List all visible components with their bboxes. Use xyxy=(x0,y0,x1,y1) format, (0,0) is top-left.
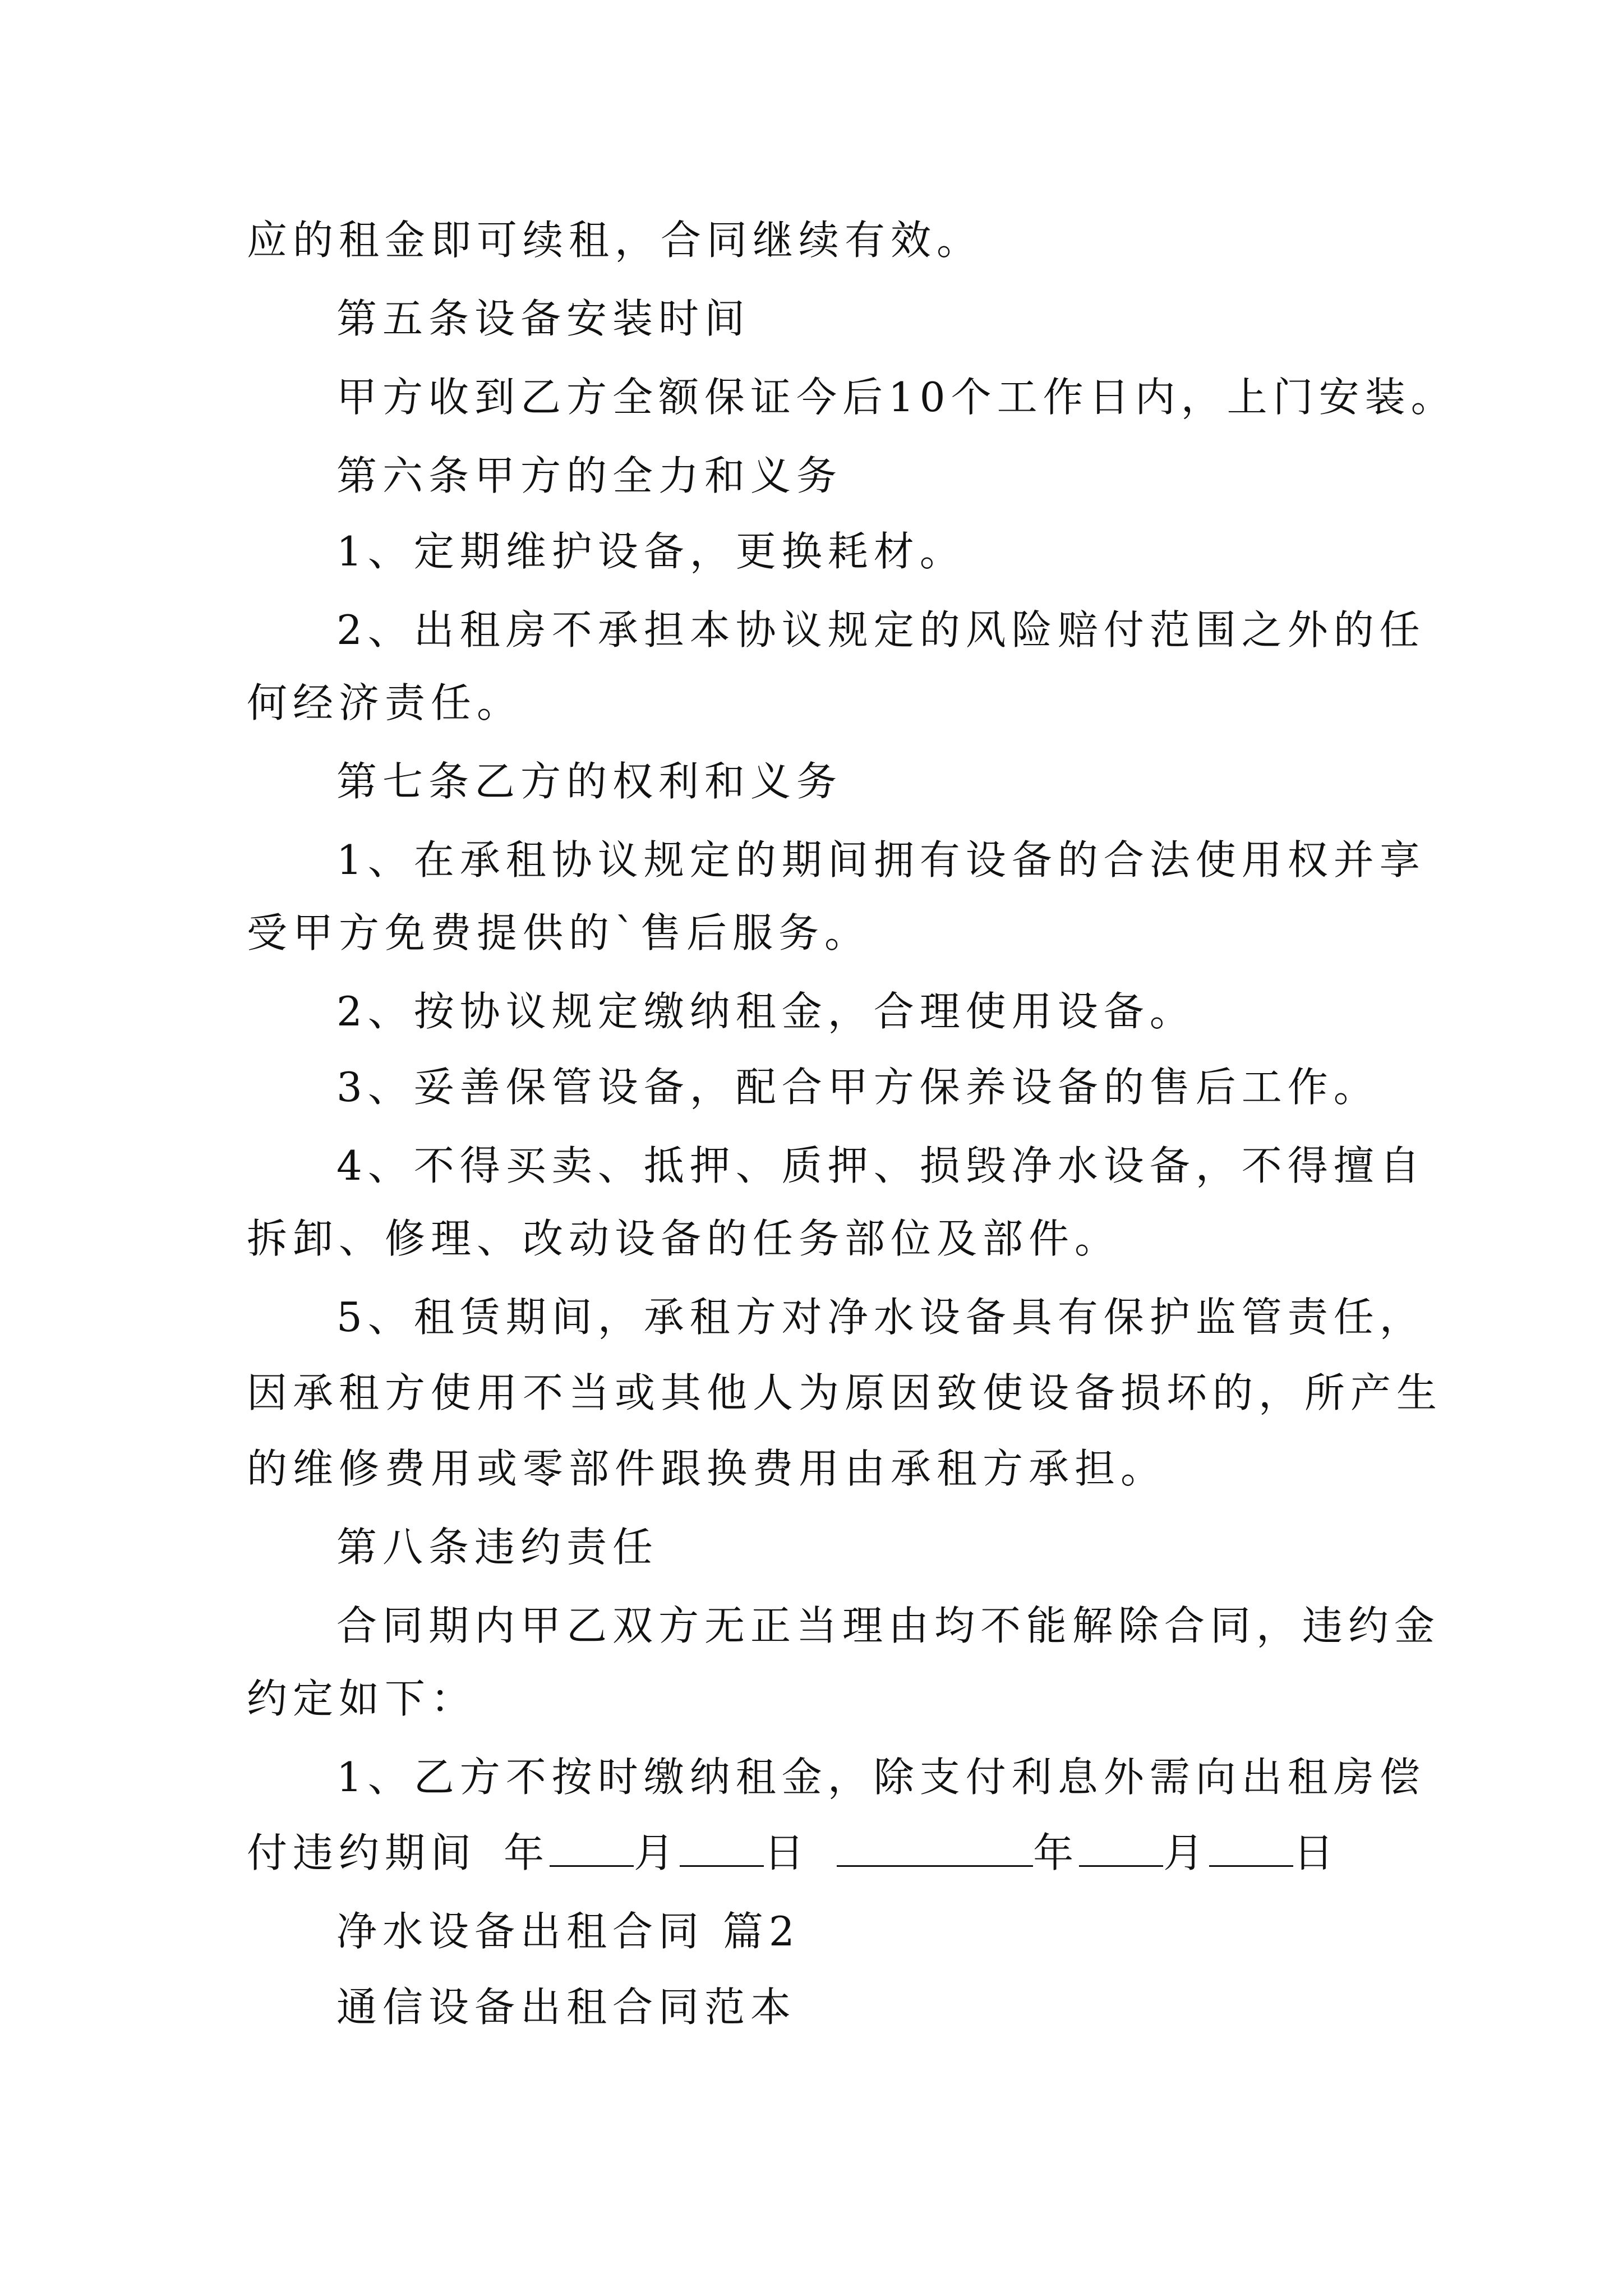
text-line: 何经济责任。 xyxy=(247,679,523,726)
article-heading: 第七条乙方的权利和义务 xyxy=(336,758,843,805)
end-day-label: 日 xyxy=(1293,1829,1340,1876)
text-line: 约定如下： xyxy=(247,1675,477,1722)
month-label: 月 xyxy=(634,1829,680,1876)
list-item: 1、定期维护设备，更换耗材。 xyxy=(336,528,966,575)
end-year-label: 年 xyxy=(1033,1829,1080,1876)
day-blank xyxy=(680,1832,764,1867)
year-label: 年 xyxy=(504,1829,550,1876)
end-month-label: 月 xyxy=(1163,1829,1210,1876)
list-item: 2、按协议规定缴纳租金，合理使用设备。 xyxy=(336,988,1196,1035)
list-item: 5、租赁期间，承租方对净水设备具有保护监管责任， xyxy=(336,1294,1426,1341)
list-item: 3、妥善保管设备，配合甲方保养设备的售后工作。 xyxy=(336,1064,1380,1111)
list-item: 4、不得买卖、抵押、质押、损毁净水设备，不得擅自 xyxy=(336,1142,1426,1189)
section-title: 净水设备出租合同 篇2 xyxy=(336,1908,800,1955)
article-heading: 第六条甲方的全力和义务 xyxy=(336,452,843,499)
article-heading: 第八条违约责任 xyxy=(336,1524,659,1571)
period-prefix: 付违约期间 xyxy=(247,1829,477,1876)
month-blank xyxy=(550,1832,634,1867)
text-line: 甲方收到乙方全额保证今后10个工作日内，上门安装。 xyxy=(336,374,1457,421)
text-line: 因承租方使用不当或其他人为原因致使设备损坏的，所产生 xyxy=(247,1369,1443,1416)
text-line: 应的租金即可续租，合同继续有效。 xyxy=(247,217,983,264)
end-year-blank xyxy=(837,1832,1033,1867)
subtitle: 通信设备出租合同范本 xyxy=(336,1984,797,2031)
list-item: 2、出租房不承担本协议规定的风险赔付范围之外的任 xyxy=(336,606,1426,654)
list-item: 1、乙方不按时缴纳租金，除支付利息外需向出租房偿 xyxy=(336,1754,1426,1801)
day-label: 日 xyxy=(764,1829,810,1876)
article-heading: 第五条设备安装时间 xyxy=(336,295,751,342)
end-month-blank xyxy=(1079,1832,1163,1867)
text-line: 合同期内甲乙双方无正当理由均不能解除合同，违约金 xyxy=(336,1602,1441,1649)
text-line: 的维修费用或零部件跟换费用由承租方承担。 xyxy=(247,1445,1167,1492)
end-day-blank xyxy=(1209,1832,1293,1867)
text-line: 拆卸、修理、改动设备的任务部位及部件。 xyxy=(247,1215,1121,1262)
text-line: 受甲方免费提供的`售后服务。 xyxy=(247,909,871,956)
list-item: 1、在承租协议规定的期间拥有设备的合法使用权并享 xyxy=(336,836,1426,884)
period-line xyxy=(247,1826,1339,1880)
